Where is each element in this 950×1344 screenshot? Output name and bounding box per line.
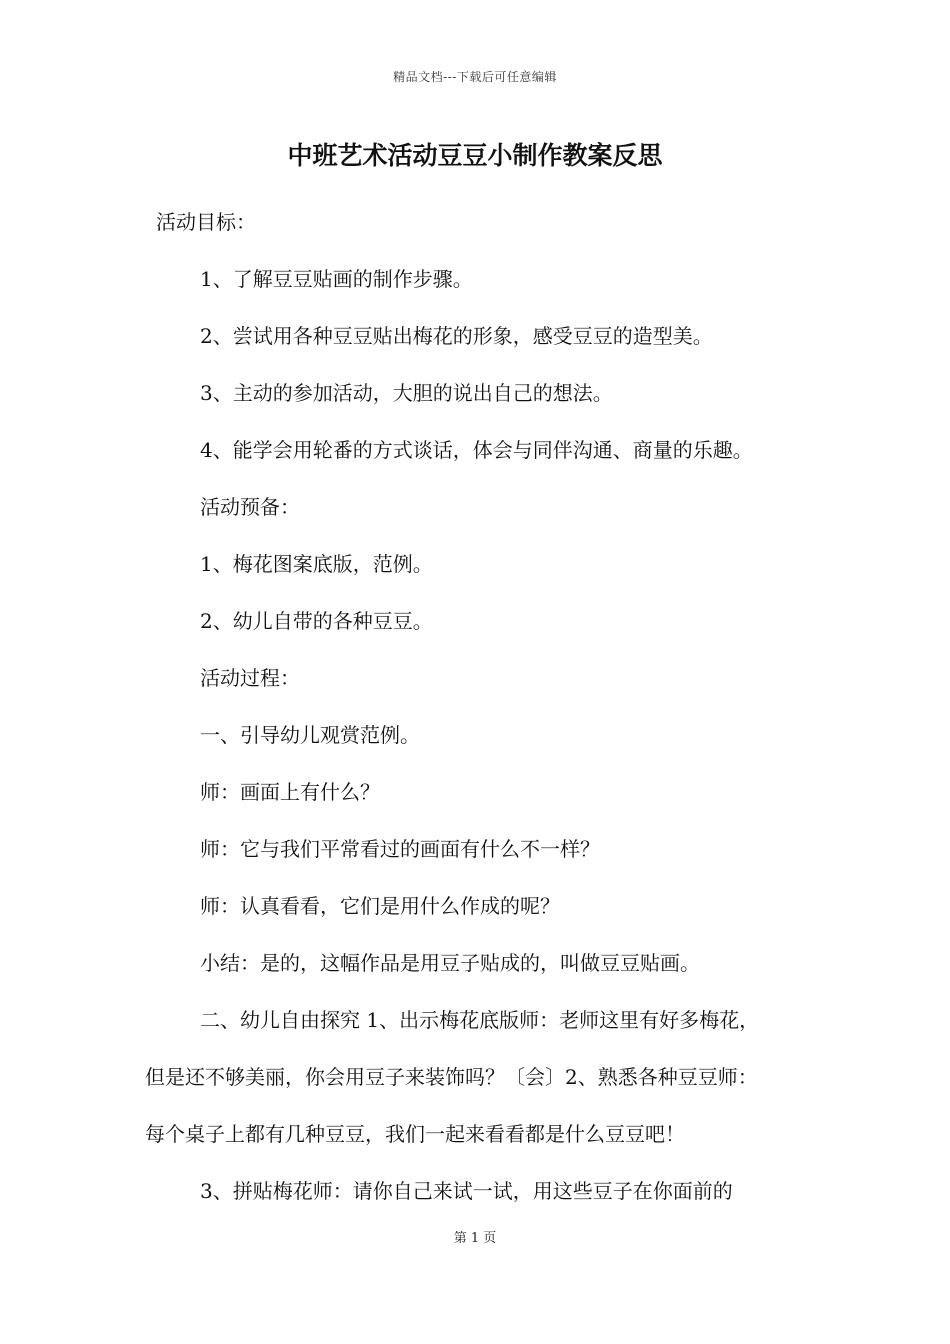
paragraph: 1、了解豆豆贴画的制作步骤。: [200, 267, 473, 291]
paragraph: 2、幼儿自带的各种豆豆。: [200, 609, 433, 633]
section-heading-goals: 活动目标：: [156, 210, 256, 234]
paragraph: 3、主动的参加活动，大胆的说出自己的想法。: [200, 381, 613, 405]
section-heading-preparation: 活动预备：: [200, 495, 300, 519]
paragraph: 3、拼贴梅花师：请你自己来试一试，用这些豆子在你面前的: [200, 1179, 733, 1203]
paragraph: 4、能学会用轮番的方式谈话，体会与同伴沟通、商量的乐趣。: [200, 438, 753, 462]
paragraph-continuation: 每个桌子上都有几种豆豆，我们一起来看看都是什么豆豆吧！: [145, 1122, 685, 1146]
paragraph: 师：认真看看，它们是用什么作成的呢？: [200, 894, 560, 918]
paragraph: 1、梅花图案底版，范例。: [200, 552, 433, 576]
paragraph: 小结：是的，这幅作品是用豆子贴成的，叫做豆豆贴画。: [200, 951, 700, 975]
document-title: 中班艺术活动豆豆小制作教案反思: [287, 141, 663, 170]
page-number: 第 1 页: [453, 1231, 497, 1246]
paragraph: 师：画面上有什么？: [200, 780, 380, 804]
paragraph: 2、尝试用各种豆豆贴出梅花的形象，感受豆豆的造型美。: [200, 324, 713, 348]
page-header: 精品文档---下载后可任意编辑: [393, 70, 557, 84]
paragraph: 二、幼儿自由探究 1、出示梅花底版师：老师这里有好多梅花，: [200, 1008, 760, 1032]
paragraph: 师：它与我们平常看过的画面有什么不一样？: [200, 837, 600, 861]
paragraph-continuation: 但是还不够美丽，你会用豆子来装饰吗？〔会〕2、熟悉各种豆豆师：: [145, 1065, 758, 1089]
paragraph: 一、引导幼儿观赏范例。: [200, 723, 420, 747]
section-heading-process: 活动过程：: [200, 666, 300, 690]
